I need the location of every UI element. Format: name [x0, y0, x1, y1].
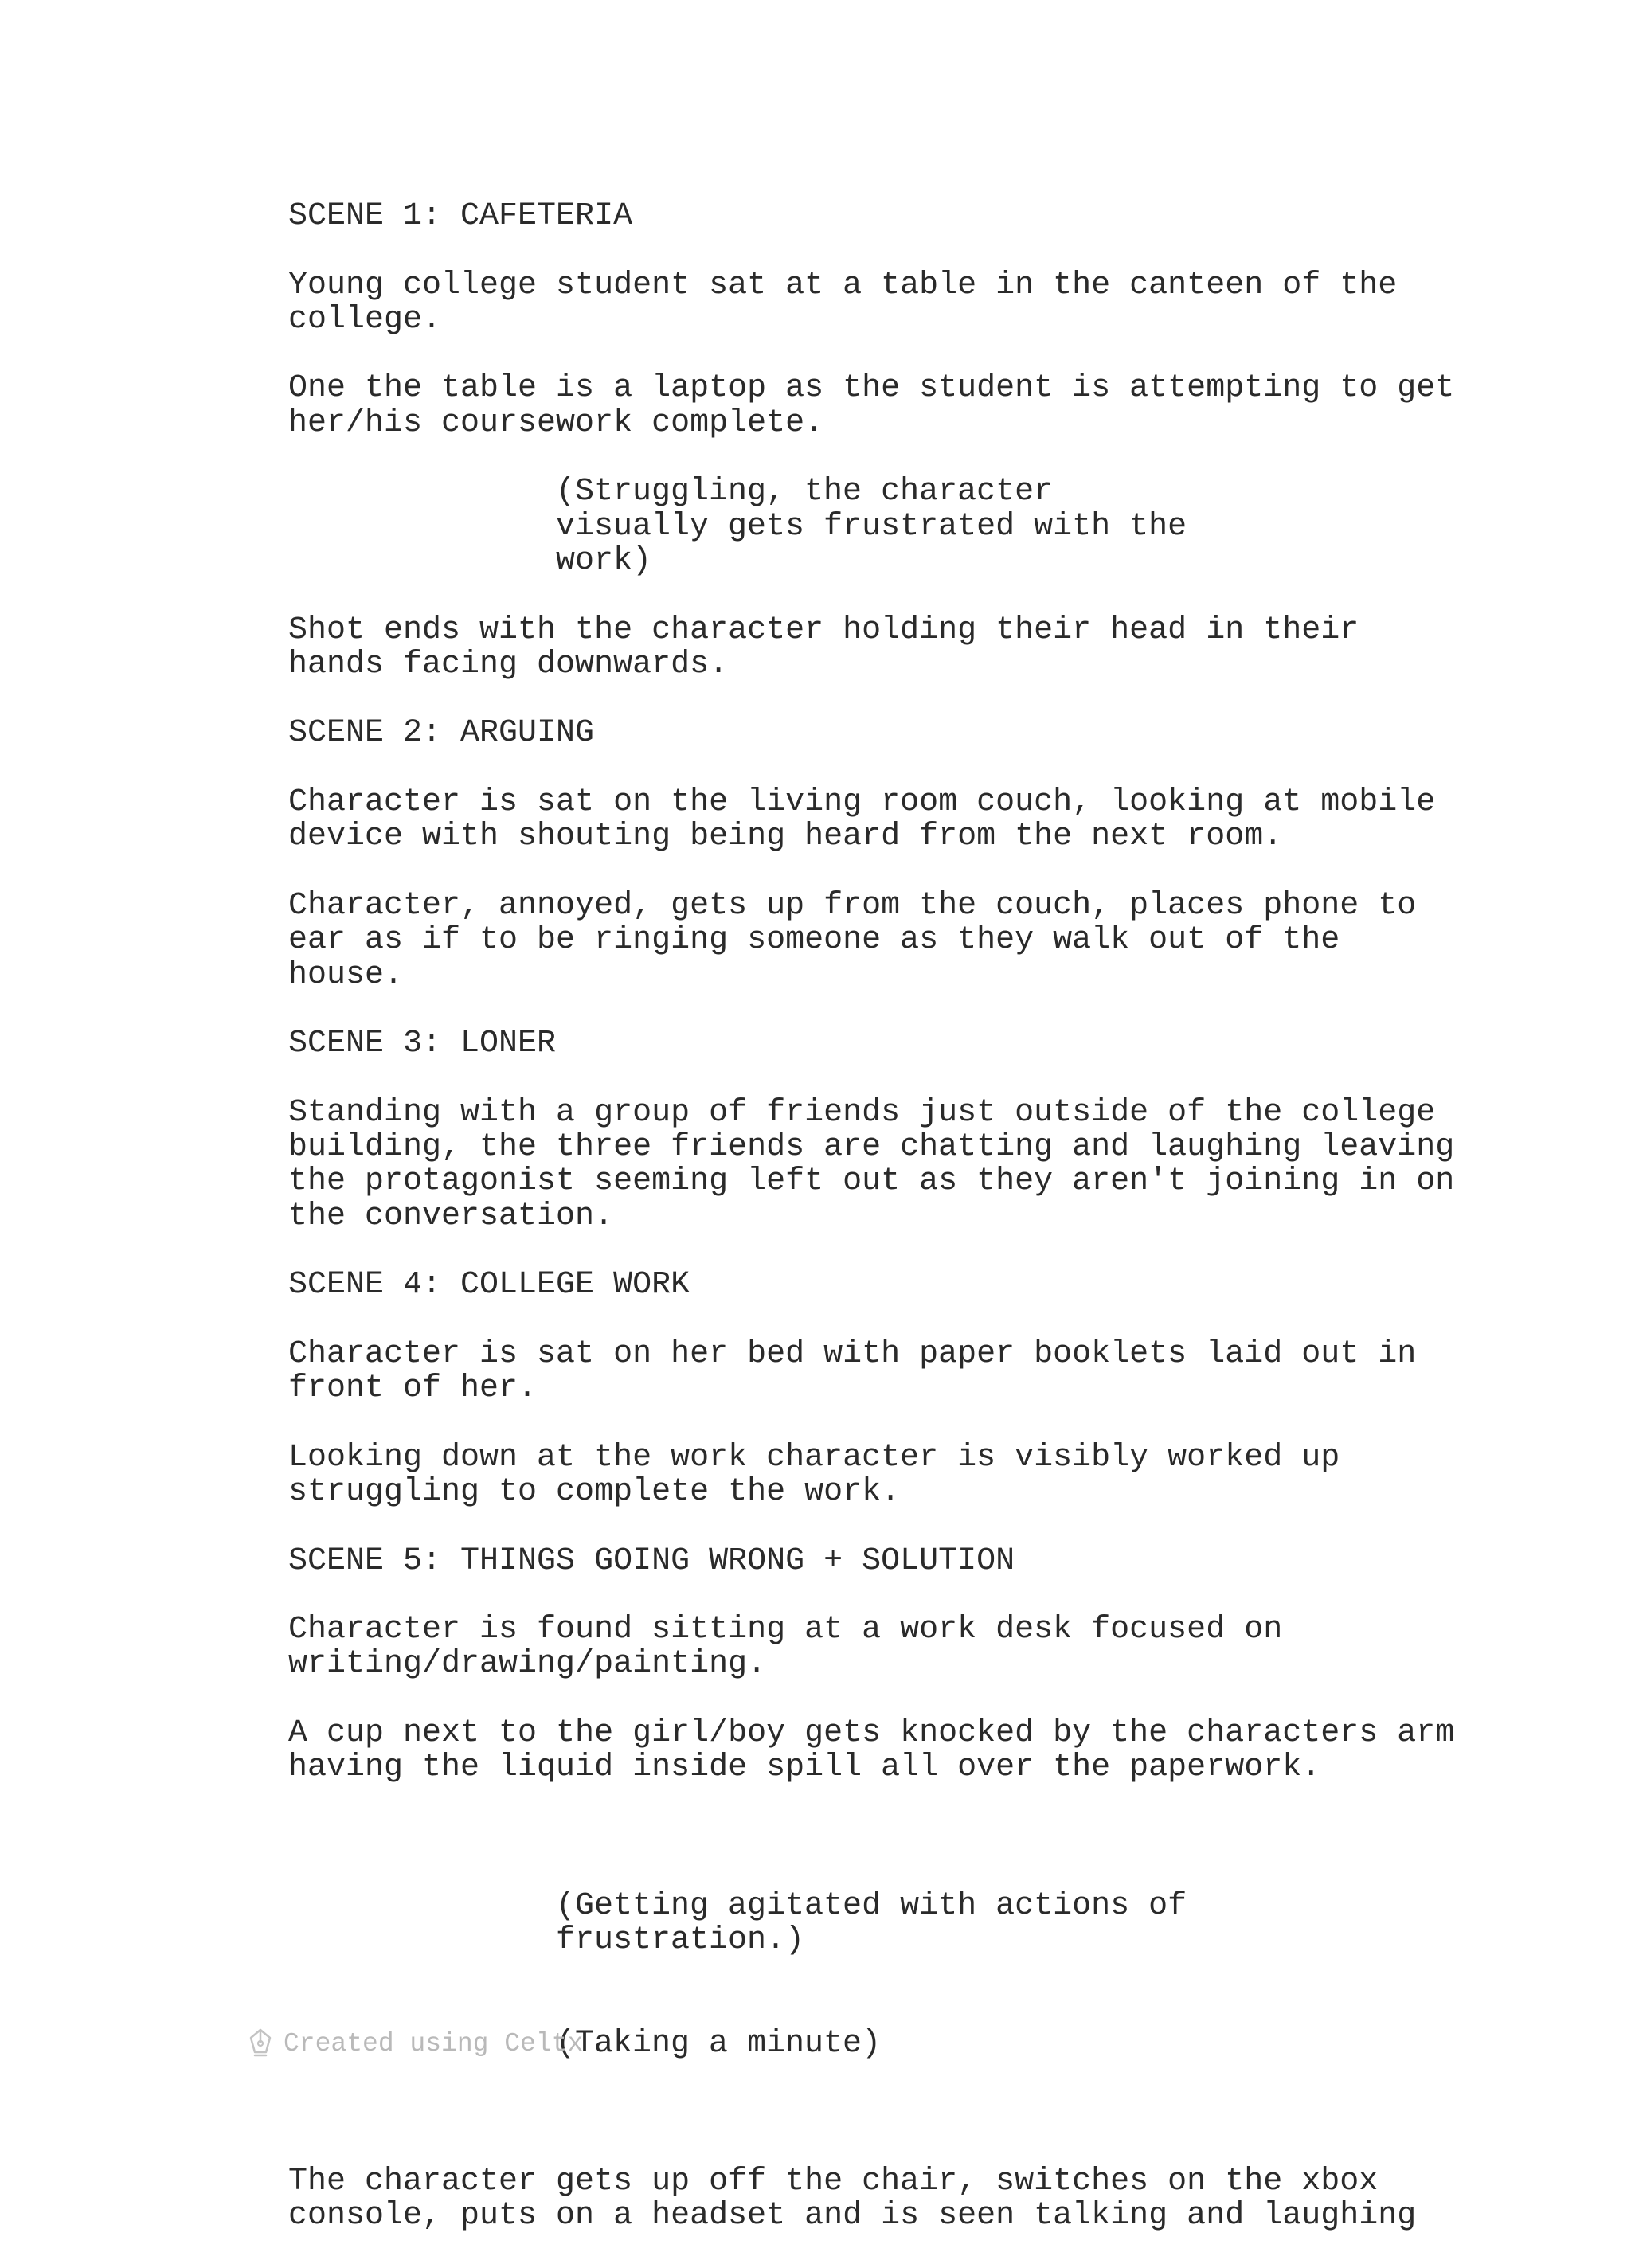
- scene-heading: SCENE 2: ARGUING: [288, 715, 595, 752]
- action-text: Character is sat on her bed with paper booklets laid out in front of her.: [288, 1335, 1436, 1407]
- action-text: The character gets up off the chair, switches on the xbox console, puts on a headset and is seen talking and laughing: [288, 2163, 1417, 2235]
- action-text: Shot ends with the character holding their head in their hands facing downwards.: [288, 612, 1379, 682]
- scene-heading: SCENE 4: COLLEGE WORK: [288, 1267, 690, 1304]
- action-text: A cup next to the girl/boy gets knocked by the characters arm having the liquid inside spill all over the paperwork.: [288, 1715, 1474, 1786]
- footer-text: Created using Celtx: [284, 2028, 584, 2059]
- screenplay-body: [288, 198, 1474, 2268]
- action-text: Standing with a group of friends just outside of the college building, the three friends are chatting and laughing leaving the protagonist seeming left out as they aren't joining in on the conversation.: [288, 1094, 1474, 1234]
- celtx-footer: [247, 2026, 583, 2061]
- action-text: One the table is a laptop as the student is attempting to get her/his coursework complete.: [288, 370, 1474, 441]
- celtx-pen-icon: [247, 2028, 274, 2059]
- scene-heading: SCENE 5: THINGS GOING WRONG + SOLUTION: [288, 1543, 1015, 1579]
- action-text: Character is sat on the living room couch, looking at mobile device with shouting being heard from the next room.: [288, 784, 1455, 855]
- scene-heading: SCENE 3: LONER: [288, 1026, 557, 1062]
- parenthetical-group: [556, 1820, 1207, 2130]
- action-text: Character is found sitting at a work desk focused on writing/drawing/painting.: [288, 1612, 1302, 1683]
- parenthetical: (Taking a minute): [556, 2025, 882, 2062]
- action-text: Character, annoyed, gets up from the couch, places phone to ear as if to be ringing someone as they walk out of the house.: [288, 887, 1436, 993]
- scene-heading: SCENE 1: CAFETERIA: [288, 198, 633, 234]
- action-text: Young college student sat at a table in the canteen of the college.: [288, 267, 1417, 338]
- action-text: Looking down at the work character is visibly worked up struggling to complete the work.: [288, 1439, 1359, 1510]
- parenthetical: (Getting agitated with actions of frustration.): [556, 1887, 1207, 1958]
- parenthetical: (Struggling, the character visually gets frustrated with the work): [556, 474, 1207, 579]
